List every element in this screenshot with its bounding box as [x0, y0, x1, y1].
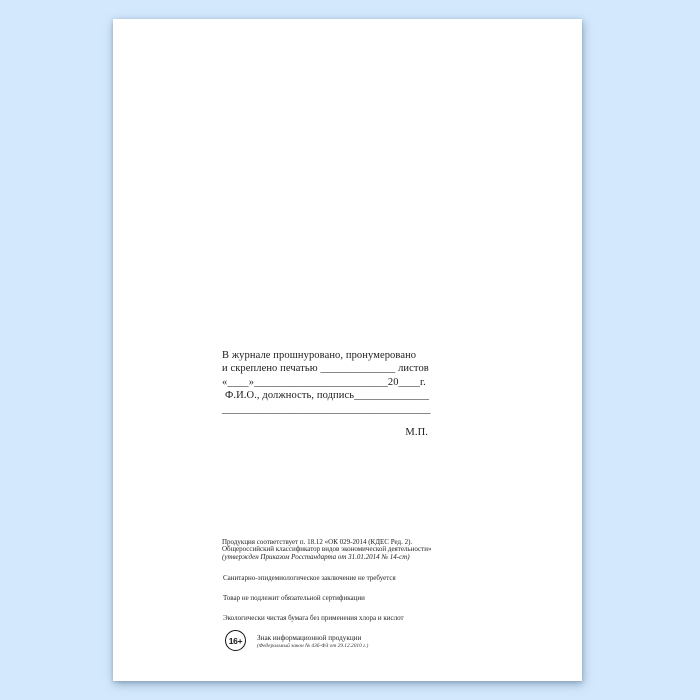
cert-line-name-position-signature: Ф.И.О., должность, подпись______________ [225, 390, 430, 402]
compliance-line-classifier: Общероссийский классификатор видов экономической деятельности» [222, 545, 432, 554]
binding-certification-block [222, 349, 430, 439]
cert-line-sealed-sheets: и скреплено печатью ______________ листов [222, 363, 429, 375]
age-rating-16plus-icon [225, 630, 246, 651]
cert-line-signature-continuation: _______________________________________ [222, 403, 431, 415]
compliance-line-standard: Продукция соответствует п. 18.12 «ОК 029-2014 (КДЕС Ред. 2). [222, 538, 413, 546]
compliance-statement-block [222, 539, 452, 561]
journal-back-page [113, 19, 582, 681]
stamp-place-label: М.П. [405, 427, 428, 439]
note-sanitary-conclusion: Санитарно-эпидемиологическое заключение не требуется [223, 574, 396, 582]
age-rating-badge-text: 16+ [228, 635, 243, 646]
age-rating-law-note: (Федеральный закон № 436-ФЗ от 29.12.2010 г.) [257, 643, 369, 649]
cert-line-bound-numbered: В журнале прошнуровано, пронумеровано [222, 350, 417, 361]
note-eco-paper: Экологически чистая бумага без применения хлора и кислот [223, 614, 404, 622]
note-no-certification-required: Товар не подлежит обязательной сертификации [223, 594, 365, 602]
age-rating-label-block [257, 634, 368, 650]
age-rating-label: Знак информационной продукции [257, 634, 362, 642]
compliance-line-decree: (утвержден Приказом Росстандарта от 31.01.2014 № 14-ст) [222, 552, 410, 561]
cert-line-date-blank: «____»_________________________20____г. [222, 376, 426, 388]
